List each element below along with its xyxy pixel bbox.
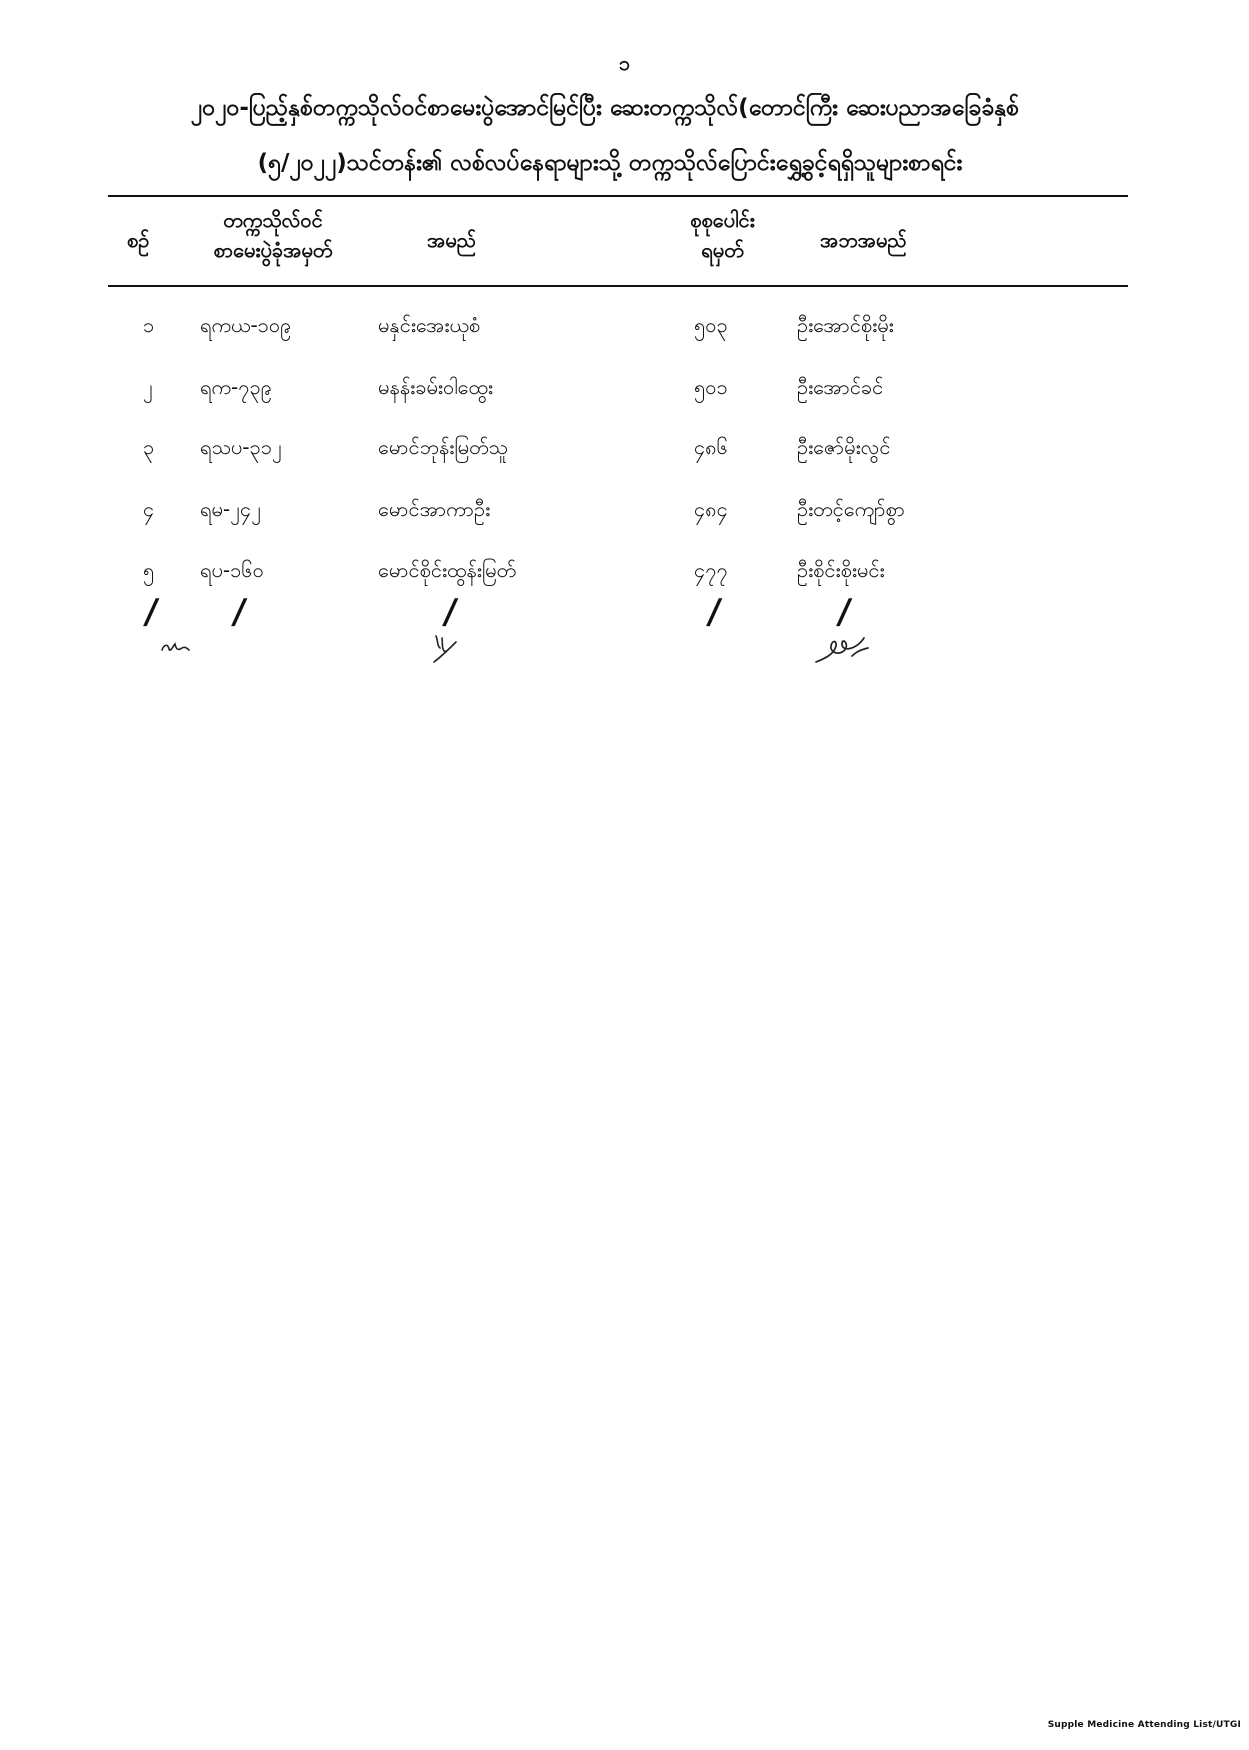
closing-slash: / <box>142 592 161 632</box>
document-title-line-2: (၅/၂၀၂၂)သင်တန်း၏ လစ်လပ်နေရာများသို့ တက္ကသိုလ်ပြောင်းရွှေ့ခွင့်ရရှိသူများစာရင်း <box>257 150 963 176</box>
row-name: မနန်းခမ်းဝါထွေး <box>378 375 493 399</box>
row-total: ၅၀၃ <box>694 313 728 337</box>
header-total-line-1: စုစုပေါင်း <box>690 208 755 232</box>
row-total: ၄၈၆ <box>694 435 728 459</box>
row-father: ဦးတင့်ကျော်စွာ <box>797 497 906 521</box>
row-no: ၂ <box>143 375 153 399</box>
header-no: စဉ် <box>127 228 150 252</box>
header-roll <box>183 205 363 265</box>
table-top-rule <box>108 195 1128 197</box>
row-father: ဦးအောင်ခင် <box>797 375 884 399</box>
row-no: ၁ <box>143 313 155 337</box>
row-roll: ရက-၇၃၉ <box>200 375 273 399</box>
closing-slash: / <box>441 592 460 632</box>
initial-signature-3 <box>812 628 872 668</box>
row-father: ဦးဇော်မိုးလွင် <box>797 435 891 459</box>
closing-slash: / <box>230 592 249 632</box>
header-father: အဘအမည် <box>820 228 907 252</box>
row-no: ၅ <box>143 558 155 582</box>
row-no: ၃ <box>143 435 155 459</box>
row-no: ၄ <box>143 497 155 521</box>
initial-signature-1 <box>158 636 192 658</box>
row-roll: ရပ-၁၆၀ <box>200 558 264 582</box>
row-name: မောင်စိုင်းထွန်းမြတ် <box>378 558 517 582</box>
header-roll-line-2: စာမေးပွဲခုံအမှတ် <box>213 238 333 262</box>
document-title-line-1: ၂၀၂၀-ပြည့်နှစ်တက္ကသိုလ်ဝင်စာမေးပွဲအောင်မြင်ပြီး ဆေးတက္ကသိုလ်(တောင်ကြီး ဆေးပညာအခြေခံနှစ် <box>190 95 1020 121</box>
header-total <box>665 205 780 265</box>
header-roll-line-1: တက္ကသိုလ်ဝင် <box>223 208 323 232</box>
header-total-line-2: ရမှတ် <box>701 238 744 262</box>
closing-slash: / <box>835 592 854 632</box>
row-roll: ရမ-၂၄၂ <box>200 497 262 521</box>
row-name: မောင်အာကာဦး <box>378 497 491 521</box>
row-father: ဦးအောင်စိုးမိုး <box>797 313 894 337</box>
row-name: မောင်ဘုန်းမြတ်သူ <box>378 435 508 459</box>
row-father: ဦးစိုင်းစိုးမင်း <box>797 558 885 582</box>
row-roll: ရသပ-၃၁၂ <box>200 435 282 459</box>
row-total: ၅၀၁ <box>694 375 728 399</box>
footer-note: Supple Medicine Attending List/UTGI <box>1047 1720 1241 1730</box>
closing-slash: / <box>705 592 724 632</box>
page-number: ၁ <box>618 51 631 75</box>
row-total: ၄၇၇ <box>694 558 728 582</box>
header-name: အမည် <box>427 228 477 252</box>
row-total: ၄၈၄ <box>694 497 728 521</box>
table-bottom-rule <box>108 285 1128 287</box>
row-name: မနှင်းအေးယုစံ <box>378 313 481 337</box>
initial-signature-2 <box>428 630 462 666</box>
row-roll: ရကယ-၁၀၉ <box>200 313 292 337</box>
